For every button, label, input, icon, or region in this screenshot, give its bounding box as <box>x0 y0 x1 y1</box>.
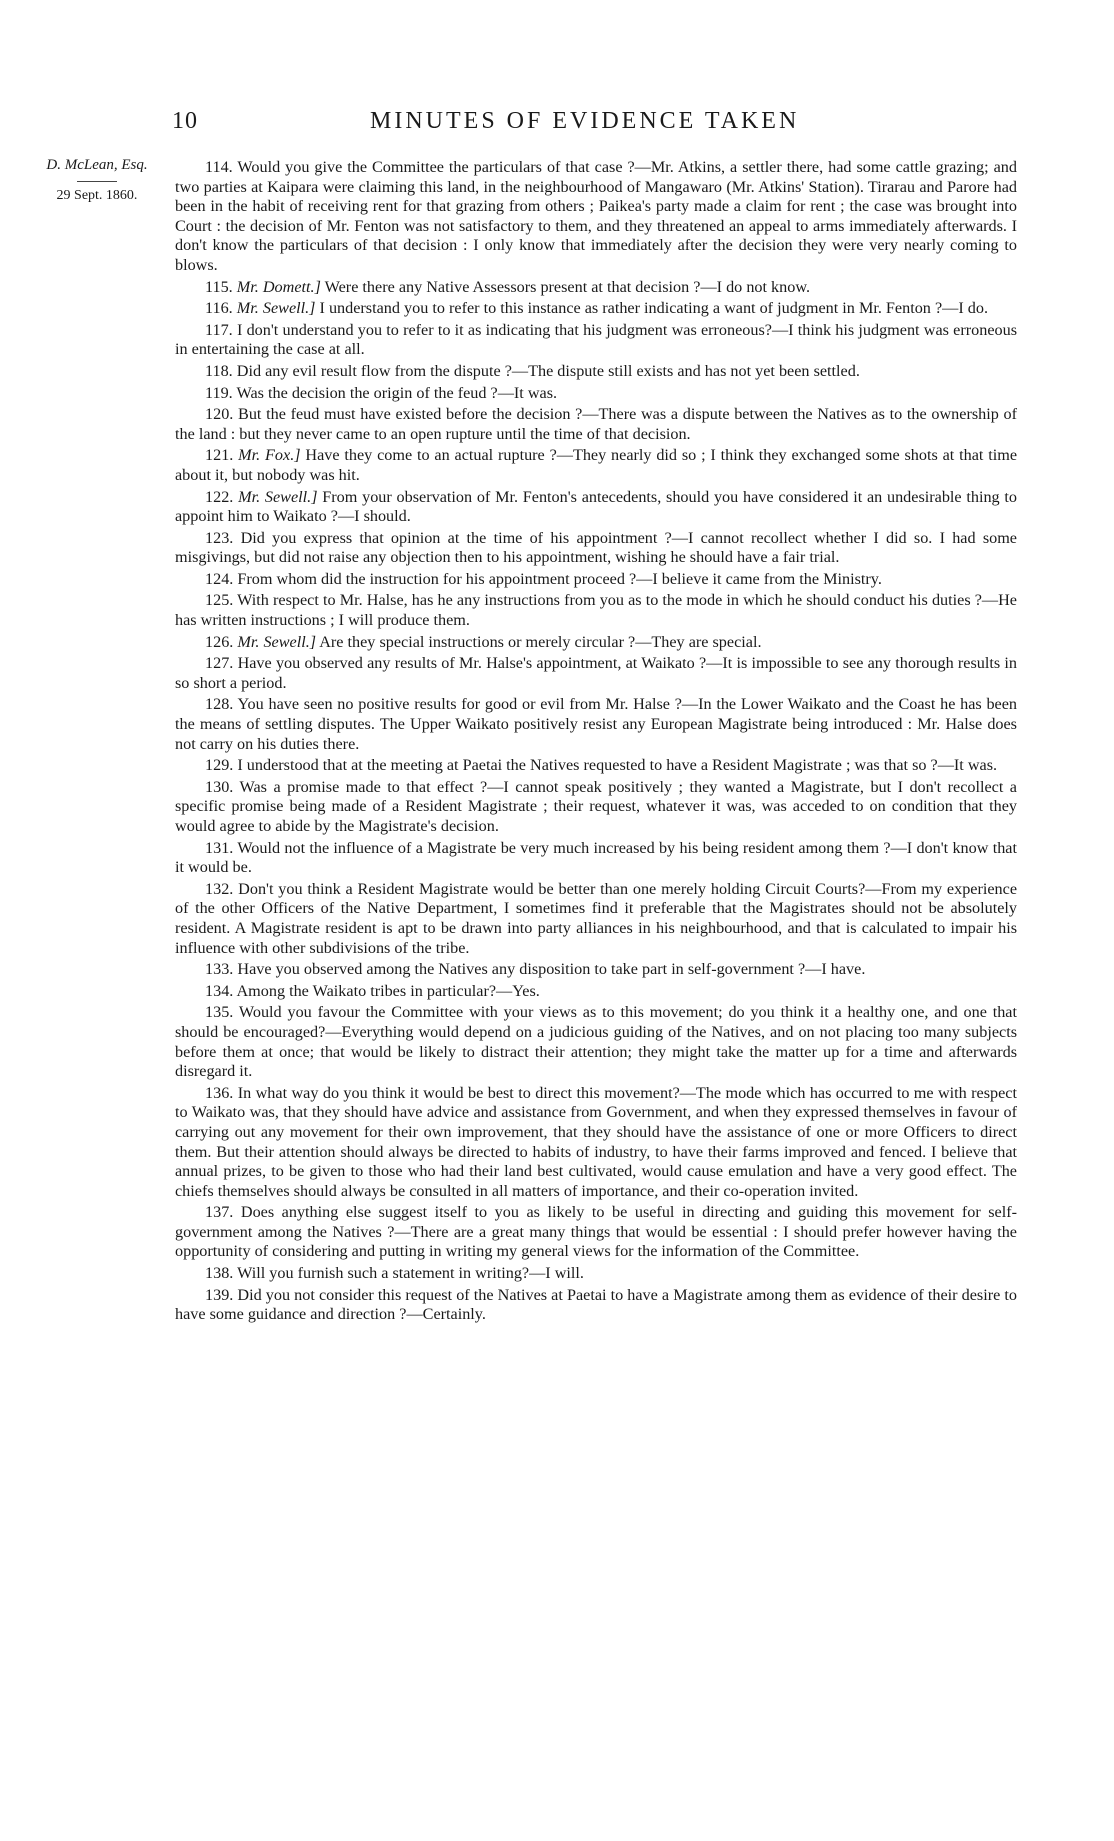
question-text: I understood that at the meeting at Paetai the Natives requested to have a Resident Magistrate ; was that so ?—It was. <box>237 756 998 775</box>
question-number: 120. <box>205 405 234 424</box>
question-number: 115. <box>205 277 233 296</box>
question-136 <box>175 1084 1017 1202</box>
question-text: Among the Waikato tribes in particular?—Yes. <box>236 981 540 1000</box>
question-text: Have you observed any results of Mr. Halse's appointment, at Waikato ?—It is impossible to see any thorough results in so short a period. <box>175 654 1017 692</box>
question-119 <box>175 384 1017 404</box>
question-number: 127. <box>205 654 234 673</box>
question-text: Would you favour the Committee with your views as to this movement; do you think it a healthy one, and one that should be encouraged?—Everything would depend on a judicious guiding of the Natives, and on not placing too many subjects before them at once; that would be likely to distract their attention; they might take the matter up for a time and afterwards disregard it. <box>175 1003 1017 1081</box>
speaker-label: Mr. Sewell.] <box>237 632 317 651</box>
question-139 <box>175 1286 1017 1325</box>
witness-name: D. McLean, Esq. <box>46 157 148 173</box>
question-text: You have seen no positive results for good or evil from Mr. Halse ?—In the Lower Waikato and the Coast he has been the means of settling disputes. The Upper Waikato positively resist any European Magistrate being introduced : Mr. Halse does not carry on his duties there. <box>175 695 1018 753</box>
question-number: 137. <box>205 1203 234 1222</box>
sidenote <box>22 155 172 206</box>
question-text: But the feud must have existed before the decision ?—There was a dispute between the Natives as to the ownership of the land : but they never came to an open rupture until the time of that decision. <box>175 405 1017 443</box>
question-number: 118. <box>205 361 233 380</box>
question-text: Would you give the Committee the particulars of that case ?—Mr. Atkins, a settler there, had some cattle grazing; and two parties at Kaipara were claiming this land, in the neighbourhood of Mangawaro (Mr. Atkins' Station). Tirarau and Parore had been in the habit of receiving rent for that grazing from others ; Paikea's party made a claim for rent ; the case was brought into Court : the decision of Mr. Fenton was not satisfactory to them, and they threatened an appeal to arms immediately afterwards. I don't know the particulars of that decision : I only know that immediately after the decision they were very nearly coming to blows. <box>175 158 1017 274</box>
question-text: Was the decision the origin of the feud ?—It was. <box>236 383 558 402</box>
question-number: 124. <box>205 569 234 588</box>
question-130 <box>175 778 1017 837</box>
question-number: 139. <box>205 1285 234 1304</box>
question-115 <box>175 278 1017 298</box>
question-text: Will you furnish such a statement in writing?—I will. <box>237 1264 584 1283</box>
question-124 <box>175 570 1017 590</box>
question-text: In what way do you think it would be best to direct this movement?—The mode which has occurred to me with respect to Waikato was, that they should have advice and assistance from Government, and when they expressed themselves in favour of carrying out any movement for their own improvement, that they should have the assistance of one or more Officers to direct them. But their attention should always be directed to habits of industry, to have their farms improved and fenced. I believe that annual prizes, to be given to those who had their land best cultivated, would cause emulation and have a very good effect. The chiefs themselves should always be consulted in all matters of importance, and their co-operation invited. <box>175 1083 1017 1200</box>
question-text: Have they come to an actual rupture ?—They nearly did so ; I think they exchanged some shots at that time about it, but nobody was hit. <box>175 446 1018 484</box>
page-number: 10 <box>172 108 198 134</box>
question-number: 121. <box>205 446 234 465</box>
question-120 <box>175 405 1017 444</box>
question-number: 123. <box>205 528 234 547</box>
question-text: I understand you to refer to this instance as rather indicating a want of judgment in Mr. Fenton ?—I do. <box>319 299 988 318</box>
question-134 <box>175 982 1017 1002</box>
question-126 <box>175 633 1017 653</box>
question-number: 135. <box>205 1003 234 1022</box>
question-number: 126. <box>205 632 234 651</box>
question-128 <box>175 695 1017 754</box>
question-number: 114. <box>205 158 233 176</box>
question-text: From whom did the instruction for his appointment proceed ?—I believe it came from the Ministry. <box>237 569 882 588</box>
question-number: 122. <box>205 487 234 506</box>
question-text: Don't you think a Resident Magistrate would be better than one merely holding Circuit Courts?—From my experience of the other Officers of the Native Department, I sometimes find it preferable that the Magistrates should not be absolutely resident. A Magistrate resident is apt to be drawn into party alliances in his neighbourhood, and that is calculated to impair his influence with other subdivisions of the tribe. <box>175 879 1018 957</box>
question-123 <box>175 529 1017 568</box>
question-text: Were there any Native Assessors present at that decision ?—I do not know. <box>324 277 811 296</box>
speaker-label: Mr. Sewell.] <box>238 487 318 506</box>
speaker-label: Mr. Sewell.] <box>236 299 316 318</box>
question-131 <box>175 839 1017 878</box>
question-125 <box>175 591 1017 630</box>
evidence-date: 29 Sept. 1860. <box>56 188 138 203</box>
question-text: Did any evil result flow from the dispute ?—The dispute still exists and has not yet been settled. <box>236 361 860 380</box>
question-text: With respect to Mr. Halse, has he any instructions from you as to the mode in which he should conduct his duties ?—He has written instructions ; I will produce them. <box>175 591 1017 630</box>
question-number: 131. <box>205 838 234 857</box>
question-number: 136. <box>205 1083 234 1102</box>
question-135 <box>175 1003 1017 1081</box>
question-121 <box>175 446 1017 485</box>
question-number: 130. <box>205 777 234 796</box>
question-132 <box>175 880 1017 958</box>
question-number: 128. <box>205 695 234 714</box>
question-133 <box>175 960 1017 980</box>
question-text: Would not the influence of a Magistrate be very much increased by his being resident among them ?—I don't know that it would be. <box>175 838 1017 877</box>
question-number: 132. <box>205 879 234 898</box>
question-text: Are they special instructions or merely circular ?—They are special. <box>319 632 762 651</box>
question-text: Was a promise made to that effect ?—I cannot speak positively ; they wanted a Magistrate, but I don't recollect a specific promise being made of a Resident Magistrate ; their request, whatever it was, was acceded to on condition that they would agree to abide by the Magistrate's decision. <box>175 777 1017 835</box>
question-number: 134. <box>205 981 234 1000</box>
question-116 <box>175 299 1017 319</box>
speaker-label: Mr. Domett.] <box>236 277 321 296</box>
question-text: From your observation of Mr. Fenton's antecedents, should you have considered it an undesirable thing to appoint him to Waikato ?—I should. <box>175 487 1018 526</box>
question-138 <box>175 1264 1017 1284</box>
evidence-body <box>175 158 1017 1325</box>
question-text: Does anything else suggest itself to you as likely to be useful in directing and guiding this movement for self-government among the Natives ?—There are a great many things that would be essential : I should prefer however having the opportunity of considering and putting in writing my general views for the information of the Committee. <box>175 1203 1018 1261</box>
question-number: 138. <box>205 1264 234 1283</box>
question-137 <box>175 1203 1017 1262</box>
speaker-label: Mr. Fox.] <box>238 446 301 465</box>
question-number: 117. <box>205 320 233 339</box>
question-118 <box>175 362 1017 382</box>
question-text: I don't understand you to refer to it as indicating that his judgment was erroneous?—I think his judgment was erroneous in entertaining the case at all. <box>175 320 1018 359</box>
question-number: 125. <box>205 591 234 610</box>
question-129 <box>175 756 1017 776</box>
question-number: 133. <box>205 960 234 979</box>
sidenote-rule <box>77 181 117 182</box>
question-text: Did you not consider this request of the Natives at Paetai to have a Magistrate among them as evidence of their desire to have some guidance and direction ?—Certainly. <box>175 1285 1017 1324</box>
question-114 <box>175 158 1017 276</box>
question-number: 119. <box>205 383 233 402</box>
question-number: 116. <box>205 299 233 318</box>
question-number: 129. <box>205 756 234 775</box>
question-text: Did you express that opinion at the time of his appointment ?—I cannot recollect whether I did so. I had some misgivings, but did not raise any objection then to his appointment, wishing he should have a fair trial. <box>175 528 1017 567</box>
page-title: MINUTES OF EVIDENCE TAKEN <box>370 108 800 134</box>
question-text: Have you observed among the Natives any disposition to take part in self-government ?—I have. <box>237 960 866 979</box>
question-127 <box>175 654 1017 693</box>
question-122 <box>175 488 1017 527</box>
question-117 <box>175 321 1017 360</box>
